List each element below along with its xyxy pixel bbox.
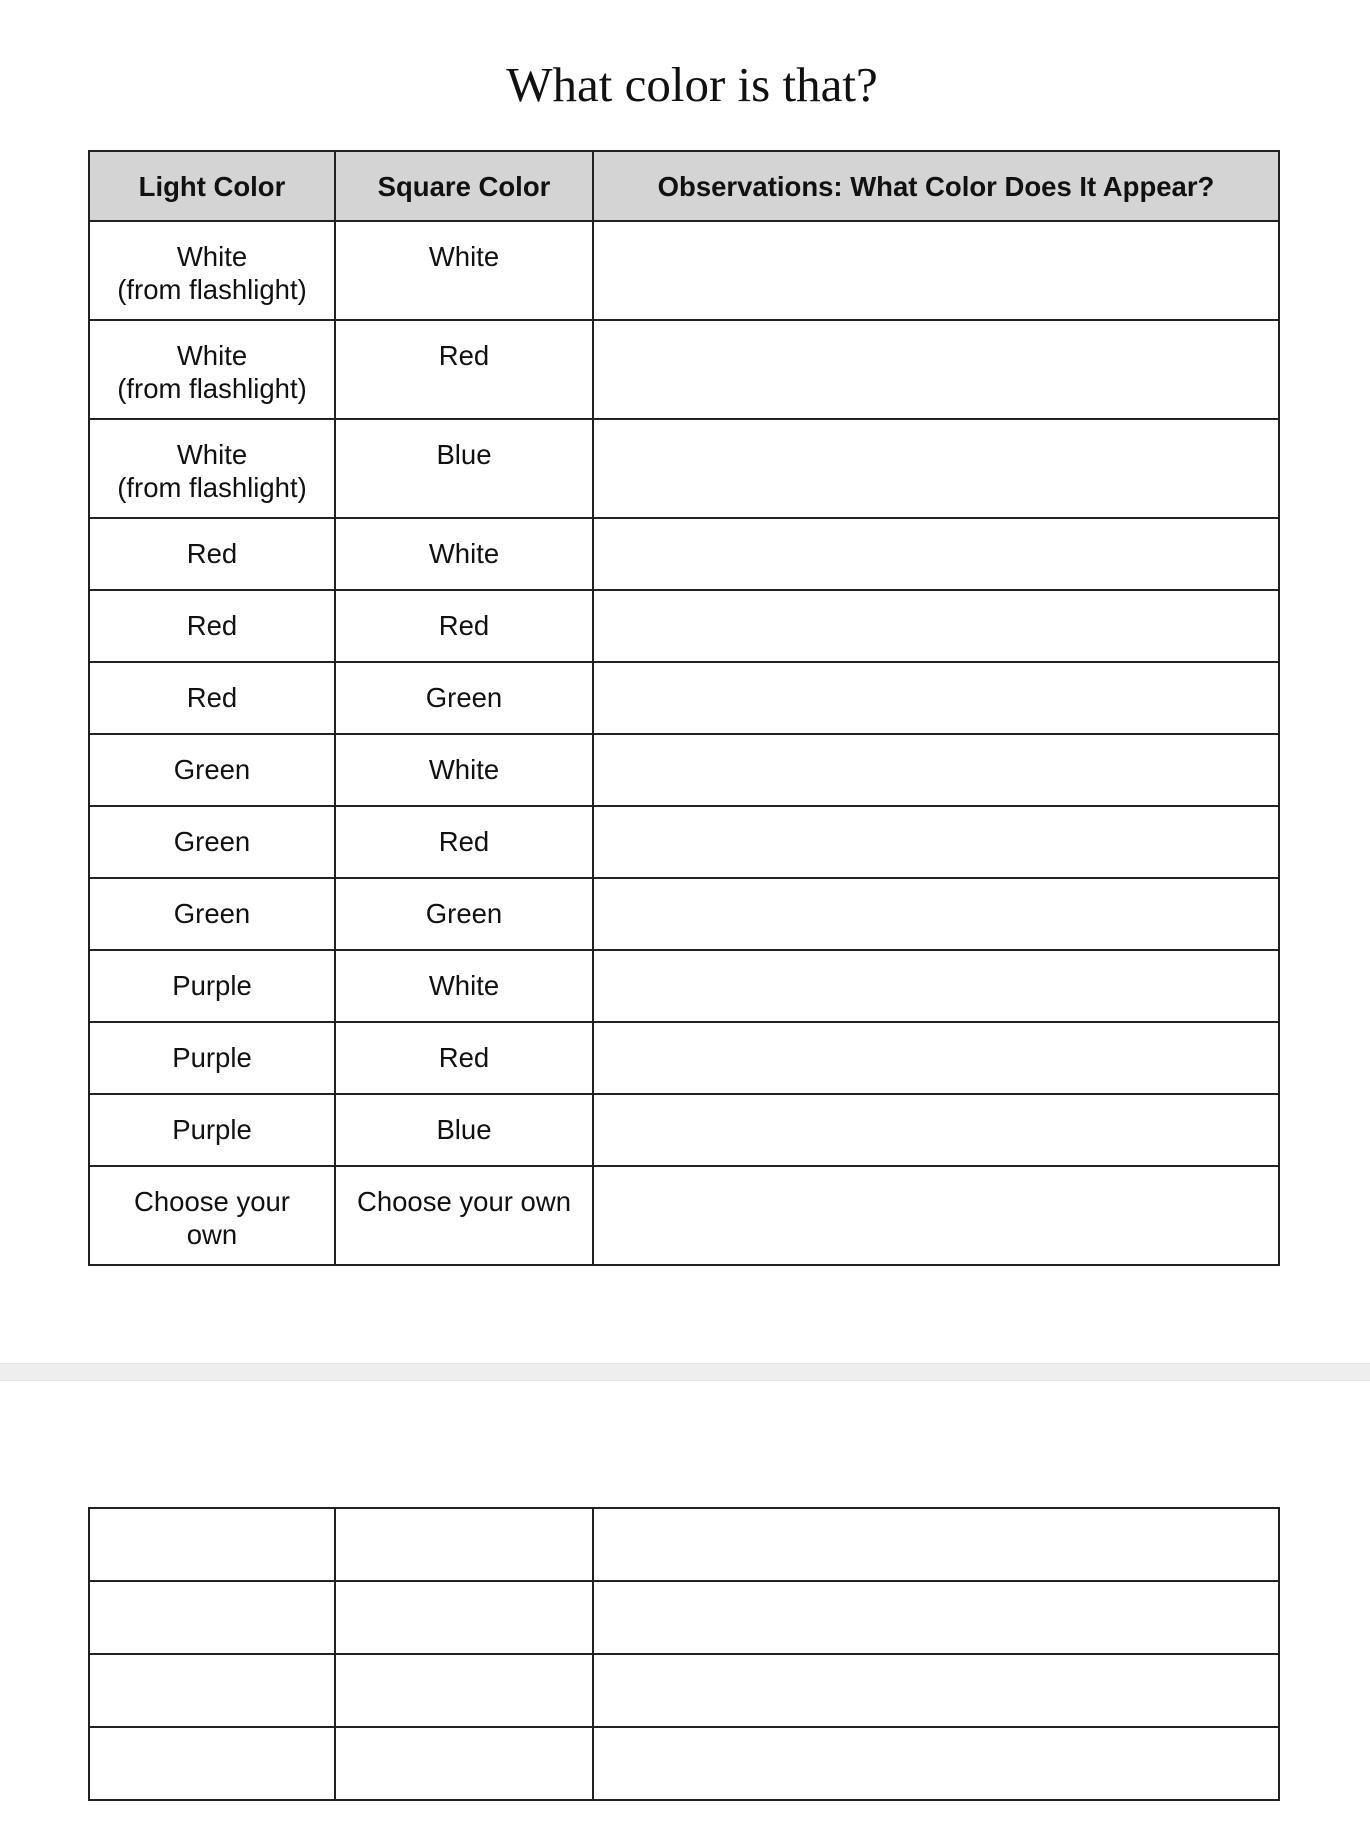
square-color-cell: White — [335, 518, 593, 590]
light-color-cell: Red — [89, 662, 335, 734]
blank-table-row — [89, 1581, 1279, 1654]
light-color-cell: Choose your own — [89, 1166, 335, 1265]
header-square-color: Square Color — [335, 151, 593, 221]
square-color-cell: Choose your own — [335, 1166, 593, 1265]
light-color-cell: Red — [89, 590, 335, 662]
blank-cell[interactable] — [335, 1508, 593, 1581]
table-row — [89, 662, 1279, 734]
observation-cell[interactable] — [593, 878, 1279, 950]
light-color-cell: White (from flashlight) — [89, 419, 335, 518]
table-row — [89, 1166, 1279, 1265]
light-color-cell: Green — [89, 734, 335, 806]
square-color-cell: Red — [335, 806, 593, 878]
blank-table-row — [89, 1654, 1279, 1727]
table-row — [89, 878, 1279, 950]
table-row — [89, 1094, 1279, 1166]
light-color-cell: White (from flashlight) — [89, 221, 335, 320]
light-color-cell: Purple — [89, 1022, 335, 1094]
observation-cell[interactable] — [593, 1094, 1279, 1166]
table-row — [89, 950, 1279, 1022]
blank-cell[interactable] — [335, 1727, 593, 1800]
blank-table-row — [89, 1508, 1279, 1581]
square-color-cell: Blue — [335, 419, 593, 518]
observation-cell[interactable] — [593, 590, 1279, 662]
observation-cell[interactable] — [593, 734, 1279, 806]
blank-cell[interactable] — [593, 1654, 1279, 1727]
table-header-row — [89, 151, 1279, 221]
square-color-cell: White — [335, 734, 593, 806]
blank-cell[interactable] — [335, 1581, 593, 1654]
light-color-cell: Red — [89, 518, 335, 590]
color-observation-table — [88, 150, 1280, 1266]
observation-cell[interactable] — [593, 320, 1279, 419]
table-row — [89, 221, 1279, 320]
square-color-cell: Green — [335, 662, 593, 734]
blank-cell[interactable] — [593, 1581, 1279, 1654]
table-row — [89, 806, 1279, 878]
observation-cell[interactable] — [593, 1022, 1279, 1094]
table-row — [89, 734, 1279, 806]
observation-cell[interactable] — [593, 662, 1279, 734]
square-color-cell: Red — [335, 320, 593, 419]
table-row — [89, 590, 1279, 662]
table-row — [89, 1022, 1279, 1094]
light-color-cell: White (from flashlight) — [89, 320, 335, 419]
blank-cell[interactable] — [89, 1581, 335, 1654]
observation-cell[interactable] — [593, 806, 1279, 878]
blank-cell[interactable] — [593, 1727, 1279, 1800]
header-light-color: Light Color — [89, 151, 335, 221]
observation-cell[interactable] — [593, 1166, 1279, 1265]
square-color-cell: Blue — [335, 1094, 593, 1166]
square-color-cell: Red — [335, 1022, 593, 1094]
blank-cell[interactable] — [593, 1508, 1279, 1581]
blank-cell[interactable] — [89, 1727, 335, 1800]
blank-continuation-table — [88, 1507, 1280, 1801]
observation-cell[interactable] — [593, 419, 1279, 518]
page-title: What color is that? — [506, 57, 878, 112]
observation-cell[interactable] — [593, 518, 1279, 590]
light-color-cell: Green — [89, 806, 335, 878]
square-color-cell: Green — [335, 878, 593, 950]
square-color-cell: White — [335, 950, 593, 1022]
blank-table-row — [89, 1727, 1279, 1800]
table-row — [89, 518, 1279, 590]
square-color-cell: White — [335, 221, 593, 320]
blank-cell[interactable] — [89, 1508, 335, 1581]
blank-cell[interactable] — [89, 1654, 335, 1727]
header-observations: Observations: What Color Does It Appear? — [593, 151, 1279, 221]
page-break-divider — [0, 1363, 1370, 1381]
light-color-cell: Purple — [89, 950, 335, 1022]
table-row — [89, 320, 1279, 419]
square-color-cell: Red — [335, 590, 593, 662]
table-row — [89, 419, 1279, 518]
light-color-cell: Green — [89, 878, 335, 950]
light-color-cell: Purple — [89, 1094, 335, 1166]
observation-cell[interactable] — [593, 221, 1279, 320]
blank-cell[interactable] — [335, 1654, 593, 1727]
observation-cell[interactable] — [593, 950, 1279, 1022]
